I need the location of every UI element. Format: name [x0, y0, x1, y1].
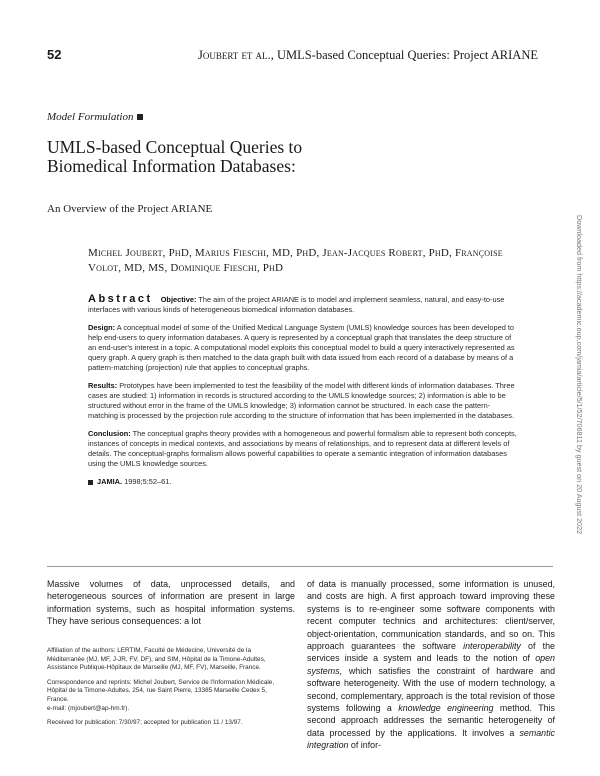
section-divider [47, 566, 553, 567]
body-text-c: , which satisfies the constraint of hardware and software heterogeneity. With the use of modern technology, a second, complementary, approach is the total revision of those systems following a [307, 665, 555, 714]
footnotes [47, 647, 287, 734]
body-emphasis-semantic-integration: semantic integration [307, 727, 555, 751]
body-paragraph: Massive volumes of data, unprocessed details, and heterogeneous sources of information are present in large information systems, such as hospital information systems. They have serious consequences: a lot [47, 579, 295, 627]
citation-square-icon [88, 480, 93, 485]
section-square-icon [137, 114, 143, 120]
running-head-etal: et al. [241, 48, 271, 62]
abstract-objective [88, 294, 518, 315]
download-watermark: Downloaded from https://academic.oup.com/jamia/article/5/1/52/706811 by guest on 20 August 2022 [575, 215, 584, 535]
design-text: A conceptual model of some of the Unified Medical Language System (UMLS) knowledge sources has been developed to help end-users to query information databases. A query is represented by a conceptual graph that translates the deep structure of an end-user's interest in a topic. A computational model exploits this conceptual model to build a query interactively represented as query graph. A query graph is then matched to the data graph built with data issued from each record of a database by means of a pattern-matching (projection) rule that applies to conceptual graphs. [88, 323, 515, 372]
author-list: Michel Joubert, PhD, Marius Fieschi, MD, PhD, Jean-Jacques Robert, PhD, Françoise Volot, MD, MS, Dominique Fieschi, PhD [88, 247, 503, 274]
correspondence-note [47, 679, 287, 713]
running-head [198, 48, 538, 63]
abstract-heading: Abstract [88, 293, 153, 305]
objective-label: Objective: [160, 295, 197, 304]
received-note: Received for publication: 7/30/97; accepted for publication 11 / 13/97. [47, 719, 243, 727]
journal-citation [88, 477, 518, 487]
body-text-d: method. This second approach addresses the semantic heterogeneity of data processed by the applications. It involves a [307, 703, 555, 738]
section-label-text: Model Formulation [47, 111, 134, 123]
conclusion-label: Conclusion: [88, 429, 131, 438]
journal-cite: 1998;5:52–61. [124, 477, 172, 486]
body-column-right [307, 578, 555, 752]
article-title: UMLS-based Conceptual Queries to Biomedical Information Databases: [47, 137, 303, 176]
section-label [47, 111, 143, 123]
results-text: Prototypes have been implemented to test the feasibility of the model with different kinds of information databases. Three cases are studied: 1) information in records is structured according to the UMLS knowledge sources; 2) information is able to be structured without error in the frame of the UMLS knowledge; 3) information cannot be structured. In each case the pattern-matching is processed by the projection rule according to the structure of information that has been implemented in the databases. [88, 381, 515, 420]
journal-name: JAMIA. [97, 477, 123, 486]
article-subtitle: An Overview of the Project ARIANE [47, 203, 213, 215]
design-label: Design: [88, 323, 116, 332]
affiliation-note: Affiliation of the authors: LERTIM, Faculté de Médecine, Université de la Méditerranée (MJ, MF, J-JR, FV, DF), and SIM, Hôpital de la Timone-Adultes, Assistance Publique-Hôpitaux de Marseille (MJ, MF, FV), Marseille, France. [47, 647, 266, 672]
abstract-conclusion [88, 429, 518, 469]
body-text-a: of data is manually processed, some information is unused, and costs are high. A first approach toward improving these systems is to re-engineer some software components with recent computer technics and architectures: client/server, object-orientation, communication standards, and so on. This approach guarantees the software [307, 579, 555, 652]
running-head-title: , UMLS-based Conceptual Queries: Project ARIANE [270, 48, 538, 62]
running-head-author: Joubert [197, 48, 239, 62]
abstract-results [88, 381, 518, 421]
abstract-design [88, 323, 518, 373]
correspondence-text: Correspondence and reprints: Michel Joubert, Service de l'Information Médicale, Hôpital de la Timone-Adultes, 254, rue Saint Pierre, 13385 Marseille Cedex 5, France. [47, 678, 275, 703]
body-emphasis-knowledge-engineering: knowledge engineering [398, 703, 494, 714]
body-paragraph-right [307, 578, 555, 752]
results-label: Results: [88, 381, 118, 390]
objective-text: The aim of the project ARIANE is to model and implement seamless, natural, and easy-to-use interfaces with various kinds of heterogeneous biomedical information databases. [88, 295, 505, 314]
body-text-e: of infor- [348, 740, 382, 751]
page-number: 52 [47, 47, 62, 62]
body-text-b: of the services inside a system and leads to the notion of [307, 641, 555, 664]
body-column-left [47, 578, 295, 628]
conclusion-text: The conceptual graphs theory provides with a homogeneous and powerful formalism able to represent both concepts, instances of concepts in medical contexts, and associations by means of relationships, and to represent data at different levels of details. The conceptual-graphs formalism allows powerful capabilities to operate a semantic integration of information databases using the UMLS knowledge sources. [88, 429, 517, 468]
body-emphasis-interoperability: interoperability [463, 641, 521, 652]
body-emphasis-open-systems: open systems [307, 653, 555, 676]
email-text: e-mail: (mjoubert@ap-hm.fr). [47, 704, 130, 712]
abstract [88, 294, 518, 487]
